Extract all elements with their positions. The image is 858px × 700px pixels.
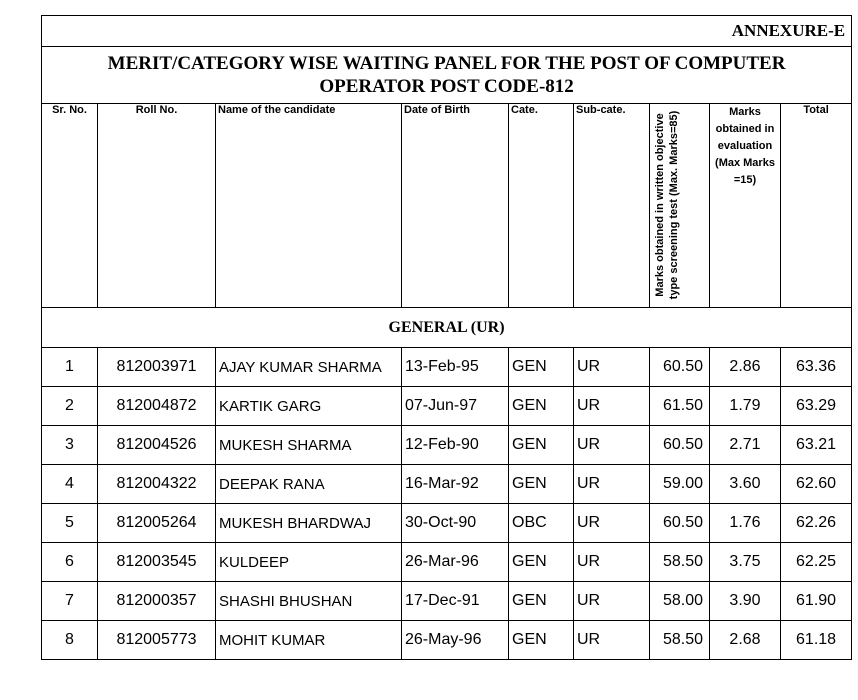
cell-sr-no: 7 [42, 582, 98, 621]
cell-sub-category: UR [574, 387, 650, 426]
cell-total: 61.90 [781, 582, 852, 621]
header-date-of-birth: Date of Birth [402, 104, 509, 308]
header-evaluation-marks: Marks obtained in evaluation (Max Marks =15) [710, 104, 781, 308]
table-row [42, 582, 852, 621]
cell-candidate-name: MOHIT KUMAR [216, 621, 402, 660]
cell-written-marks: 60.50 [650, 348, 710, 387]
cell-sr-no: 3 [42, 426, 98, 465]
cell-total: 61.18 [781, 621, 852, 660]
cell-sr-no: 4 [42, 465, 98, 504]
table-row [42, 426, 852, 465]
cell-evaluation-marks: 3.60 [710, 465, 781, 504]
cell-date-of-birth: 07-Jun-97 [402, 387, 509, 426]
cell-category: GEN [509, 387, 574, 426]
header-category: Cate. [509, 104, 574, 308]
cell-total: 62.26 [781, 504, 852, 543]
cell-roll-no: 812003971 [98, 348, 216, 387]
cell-candidate-name: SHASHI BHUSHAN [216, 582, 402, 621]
cell-evaluation-marks: 3.75 [710, 543, 781, 582]
cell-date-of-birth: 30-Oct-90 [402, 504, 509, 543]
cell-candidate-name: MUKESH BHARDWAJ [216, 504, 402, 543]
cell-category: GEN [509, 348, 574, 387]
table-row [42, 621, 852, 660]
cell-total: 63.36 [781, 348, 852, 387]
cell-sub-category: UR [574, 426, 650, 465]
annexure-label: ANNEXURE-E [42, 16, 852, 47]
cell-roll-no: 812004872 [98, 387, 216, 426]
cell-candidate-name: AJAY KUMAR SHARMA [216, 348, 402, 387]
waiting-panel-table [41, 15, 852, 660]
cell-written-marks: 59.00 [650, 465, 710, 504]
cell-candidate-name: KARTIK GARG [216, 387, 402, 426]
cell-written-marks: 60.50 [650, 504, 710, 543]
header-roll-no: Roll No. [98, 104, 216, 308]
cell-date-of-birth: 12-Feb-90 [402, 426, 509, 465]
header-candidate-name: Name of the candidate [216, 104, 402, 308]
cell-category: GEN [509, 621, 574, 660]
cell-sub-category: UR [574, 504, 650, 543]
table-row [42, 465, 852, 504]
cell-evaluation-marks: 2.86 [710, 348, 781, 387]
cell-candidate-name: KULDEEP [216, 543, 402, 582]
cell-written-marks: 61.50 [650, 387, 710, 426]
cell-evaluation-marks: 1.79 [710, 387, 781, 426]
header-row [42, 104, 852, 308]
cell-roll-no: 812000357 [98, 582, 216, 621]
cell-category: GEN [509, 543, 574, 582]
cell-sub-category: UR [574, 621, 650, 660]
cell-candidate-name: DEEPAK RANA [216, 465, 402, 504]
cell-sr-no: 2 [42, 387, 98, 426]
cell-sr-no: 5 [42, 504, 98, 543]
cell-date-of-birth: 13-Feb-95 [402, 348, 509, 387]
table-row [42, 348, 852, 387]
cell-evaluation-marks: 2.68 [710, 621, 781, 660]
table-row [42, 504, 852, 543]
cell-sr-no: 6 [42, 543, 98, 582]
cell-category: GEN [509, 465, 574, 504]
cell-evaluation-marks: 1.76 [710, 504, 781, 543]
cell-date-of-birth: 16-Mar-92 [402, 465, 509, 504]
header-written-marks [650, 104, 710, 308]
cell-sub-category: UR [574, 582, 650, 621]
cell-sub-category: UR [574, 348, 650, 387]
cell-sr-no: 8 [42, 621, 98, 660]
cell-date-of-birth: 26-Mar-96 [402, 543, 509, 582]
annexure-sheet [41, 15, 851, 660]
title-line-1: MERIT/CATEGORY WISE WAITING PANEL FOR THE POST OF COMPUTER [107, 53, 786, 74]
cell-written-marks: 58.50 [650, 621, 710, 660]
cell-evaluation-marks: 3.90 [710, 582, 781, 621]
title-line-2: OPERATOR POST CODE-812 [319, 76, 574, 97]
cell-total: 62.25 [781, 543, 852, 582]
cell-category: GEN [509, 582, 574, 621]
cell-roll-no: 812005264 [98, 504, 216, 543]
header-sub-category: Sub-cate. [574, 104, 650, 308]
cell-evaluation-marks: 2.71 [710, 426, 781, 465]
cell-roll-no: 812004322 [98, 465, 216, 504]
cell-category: GEN [509, 426, 574, 465]
cell-date-of-birth: 26-May-96 [402, 621, 509, 660]
cell-roll-no: 812003545 [98, 543, 216, 582]
cell-sr-no: 1 [42, 348, 98, 387]
page-title [42, 47, 852, 104]
cell-total: 63.21 [781, 426, 852, 465]
cell-total: 62.60 [781, 465, 852, 504]
cell-sub-category: UR [574, 465, 650, 504]
header-sr-no: Sr. No. [42, 104, 98, 308]
cell-written-marks: 58.00 [650, 582, 710, 621]
cell-roll-no: 812004526 [98, 426, 216, 465]
section-heading: GENERAL (UR) [42, 308, 852, 348]
cell-candidate-name: MUKESH SHARMA [216, 426, 402, 465]
cell-date-of-birth: 17-Dec-91 [402, 582, 509, 621]
cell-sub-category: UR [574, 543, 650, 582]
table-row [42, 543, 852, 582]
header-written-marks-text: Marks obtained in written objective type screening test (Max. Marks=85) [654, 110, 680, 300]
cell-category: OBC [509, 504, 574, 543]
cell-written-marks: 60.50 [650, 426, 710, 465]
header-total: Total [781, 104, 852, 308]
table-row [42, 387, 852, 426]
cell-roll-no: 812005773 [98, 621, 216, 660]
cell-total: 63.29 [781, 387, 852, 426]
cell-written-marks: 58.50 [650, 543, 710, 582]
